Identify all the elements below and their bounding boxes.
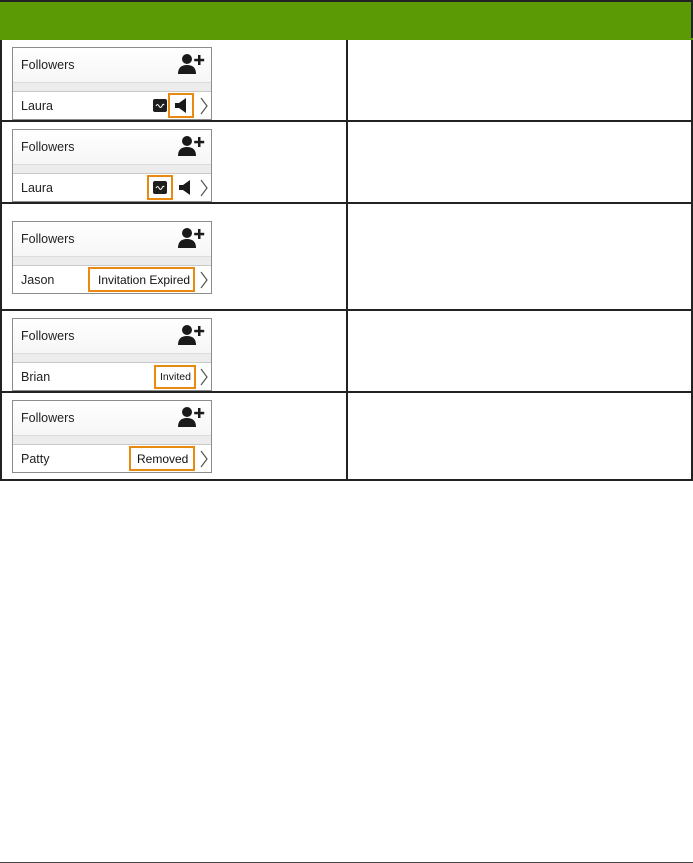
panel-title: Followers [21, 58, 75, 72]
header-cell-description [347, 1, 693, 39]
waveform-icon[interactable] [153, 181, 167, 194]
panel-divider [13, 354, 211, 363]
image-cell [1, 203, 347, 310]
add-user-icon[interactable] [177, 135, 205, 157]
chevron-right-icon[interactable] [199, 450, 209, 468]
speaker-icon[interactable] [178, 180, 192, 195]
image-cell [1, 310, 347, 392]
followers-panel [12, 400, 212, 473]
add-user-icon[interactable] [177, 324, 205, 346]
panel-divider [13, 257, 211, 266]
follower-row[interactable] [13, 363, 211, 390]
follower-name: Brian [21, 370, 51, 384]
image-cell [1, 392, 347, 480]
table-row [1, 310, 692, 392]
table-row [1, 392, 692, 480]
chevron-right-icon[interactable] [199, 368, 209, 386]
panel-header [13, 222, 211, 257]
panel-title: Followers [21, 329, 75, 343]
followers-panel [12, 47, 212, 120]
followers-panel [12, 221, 212, 294]
chevron-right-icon[interactable] [199, 97, 209, 115]
description-cell [347, 121, 693, 203]
status-label: Invitation Expired [98, 273, 191, 287]
follower-name: Laura [21, 181, 53, 195]
description-cell [347, 203, 693, 310]
table-row [1, 203, 692, 310]
panel-title: Followers [21, 411, 75, 425]
waveform-icon[interactable] [153, 99, 167, 112]
followers-panel [12, 318, 212, 391]
image-cell [1, 121, 347, 203]
status-label: Removed [137, 452, 189, 466]
followers-panel [12, 129, 212, 202]
add-user-icon[interactable] [177, 53, 205, 75]
status-label: Invited [160, 371, 191, 383]
table-row [1, 39, 692, 121]
header-cell-image [1, 1, 347, 39]
follower-row[interactable] [13, 174, 211, 201]
panel-header [13, 401, 211, 436]
panel-divider [13, 436, 211, 445]
panel-divider [13, 165, 211, 174]
follower-name: Jason [21, 273, 55, 287]
follower-row[interactable] [13, 266, 211, 293]
chevron-right-icon[interactable] [199, 271, 209, 289]
panel-title: Followers [21, 232, 75, 246]
follower-row[interactable] [13, 92, 211, 119]
image-cell [1, 39, 347, 121]
panel-divider [13, 83, 211, 92]
add-user-icon[interactable] [177, 227, 205, 249]
description-cell [347, 392, 693, 480]
table-row [1, 121, 692, 203]
panel-header [13, 319, 211, 354]
description-cell [347, 310, 693, 392]
panel-header [13, 48, 211, 83]
follower-name: Patty [21, 452, 50, 466]
panel-title: Followers [21, 140, 75, 154]
description-cell [347, 39, 693, 121]
chevron-right-icon[interactable] [199, 179, 209, 197]
speaker-icon[interactable] [174, 98, 188, 113]
add-user-icon[interactable] [177, 406, 205, 428]
follower-row[interactable] [13, 445, 211, 472]
panel-header [13, 130, 211, 165]
follower-name: Laura [21, 99, 53, 113]
